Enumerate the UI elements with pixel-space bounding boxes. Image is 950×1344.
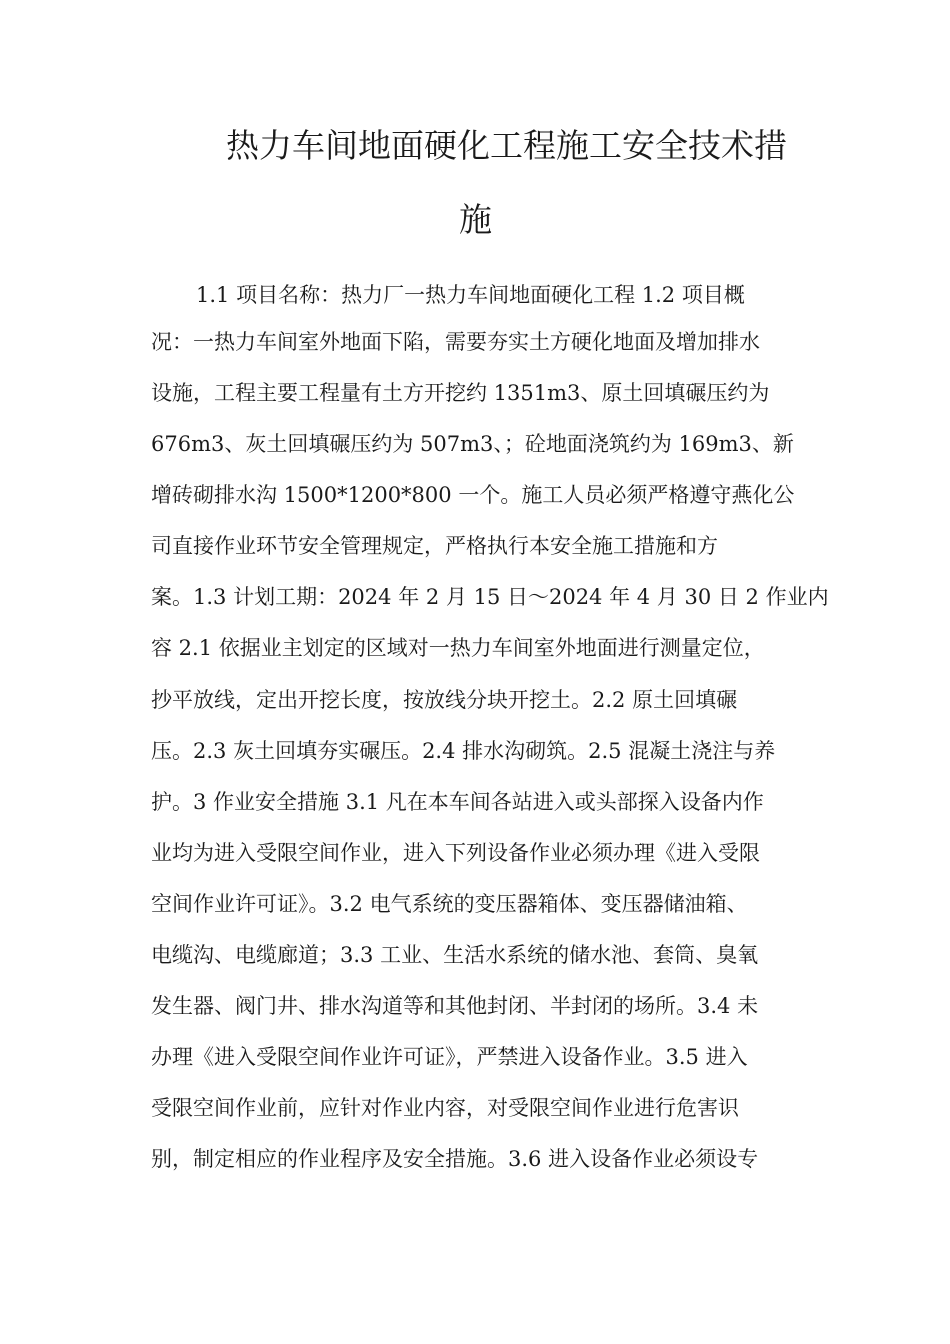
body-line-6: 司直接作业环节安全管理规定，严格执行本安全施工措施和方 xyxy=(151,534,718,558)
body-line-15: 发生器、阀门井、排水沟道等和其他封闭、半封闭的场所。3.4 未 xyxy=(151,994,759,1018)
body-line-5: 增砖砌排水沟 1500*1200*800 一个。施工人员必须严格遵守燕化公 xyxy=(151,483,795,507)
body-line-12: 业均为进入受限空间作业，进入下列设备作业必须办理《进入受限 xyxy=(151,841,760,865)
body-line-18: 别，制定相应的作业程序及安全措施。3.6 进入设备作业必须设专 xyxy=(151,1147,759,1171)
body-line-10: 压。2.3 灰土回填夯实碾压。2.4 排水沟砌筑。2.5 混凝土浇注与养 xyxy=(151,739,776,763)
body-line-3: 设施，工程主要工程量有土方开挖约 1351m3、原土回填碾压约为 xyxy=(151,381,770,405)
document-title-line-1: 热力车间地面硬化工程施工安全技术措 xyxy=(226,126,787,165)
body-line-8: 容 2.1 依据业主划定的区域对一热力车间室外地面进行测量定位， xyxy=(151,636,765,660)
body-line-17: 受限空间作业前，应针对作业内容，对受限空间作业进行危害识 xyxy=(151,1096,739,1120)
body-line-11: 护。3 作业安全措施 3.1 凡在本车间各站进入或头部探入设备内作 xyxy=(151,790,764,814)
document-title-line-2: 施 xyxy=(459,200,492,239)
body-line-14: 电缆沟、电缆廊道；3.3 工业、生活水系统的储水池、套筒、臭氧 xyxy=(151,943,759,967)
body-line-16: 办理《进入受限空间作业许可证》，严禁进入设备作业。3.5 进入 xyxy=(151,1045,748,1069)
body-line-1: 1.1 项目名称：热力厂一热力车间地面硬化工程 1.2 项目概 xyxy=(196,283,745,307)
body-line-9: 抄平放线，定出开挖长度，按放线分块开挖土。2.2 原土回填碾 xyxy=(151,688,738,712)
body-line-13: 空间作业许可证》。3.2 电气系统的变压器箱体、变压器储油箱、 xyxy=(151,892,748,916)
body-line-2: 况：一热力车间室外地面下陷，需要夯实土方硬化地面及增加排水 xyxy=(151,330,760,354)
body-line-7: 案。1.3 计划工期：2024 年 2 月 15 日～2024 年 4 月 30 日 2 作业内 xyxy=(151,585,829,609)
body-line-4: 676m3、灰土回填碾压约为 507m3、；砼地面浇筑约为 169m3、新 xyxy=(151,432,794,456)
